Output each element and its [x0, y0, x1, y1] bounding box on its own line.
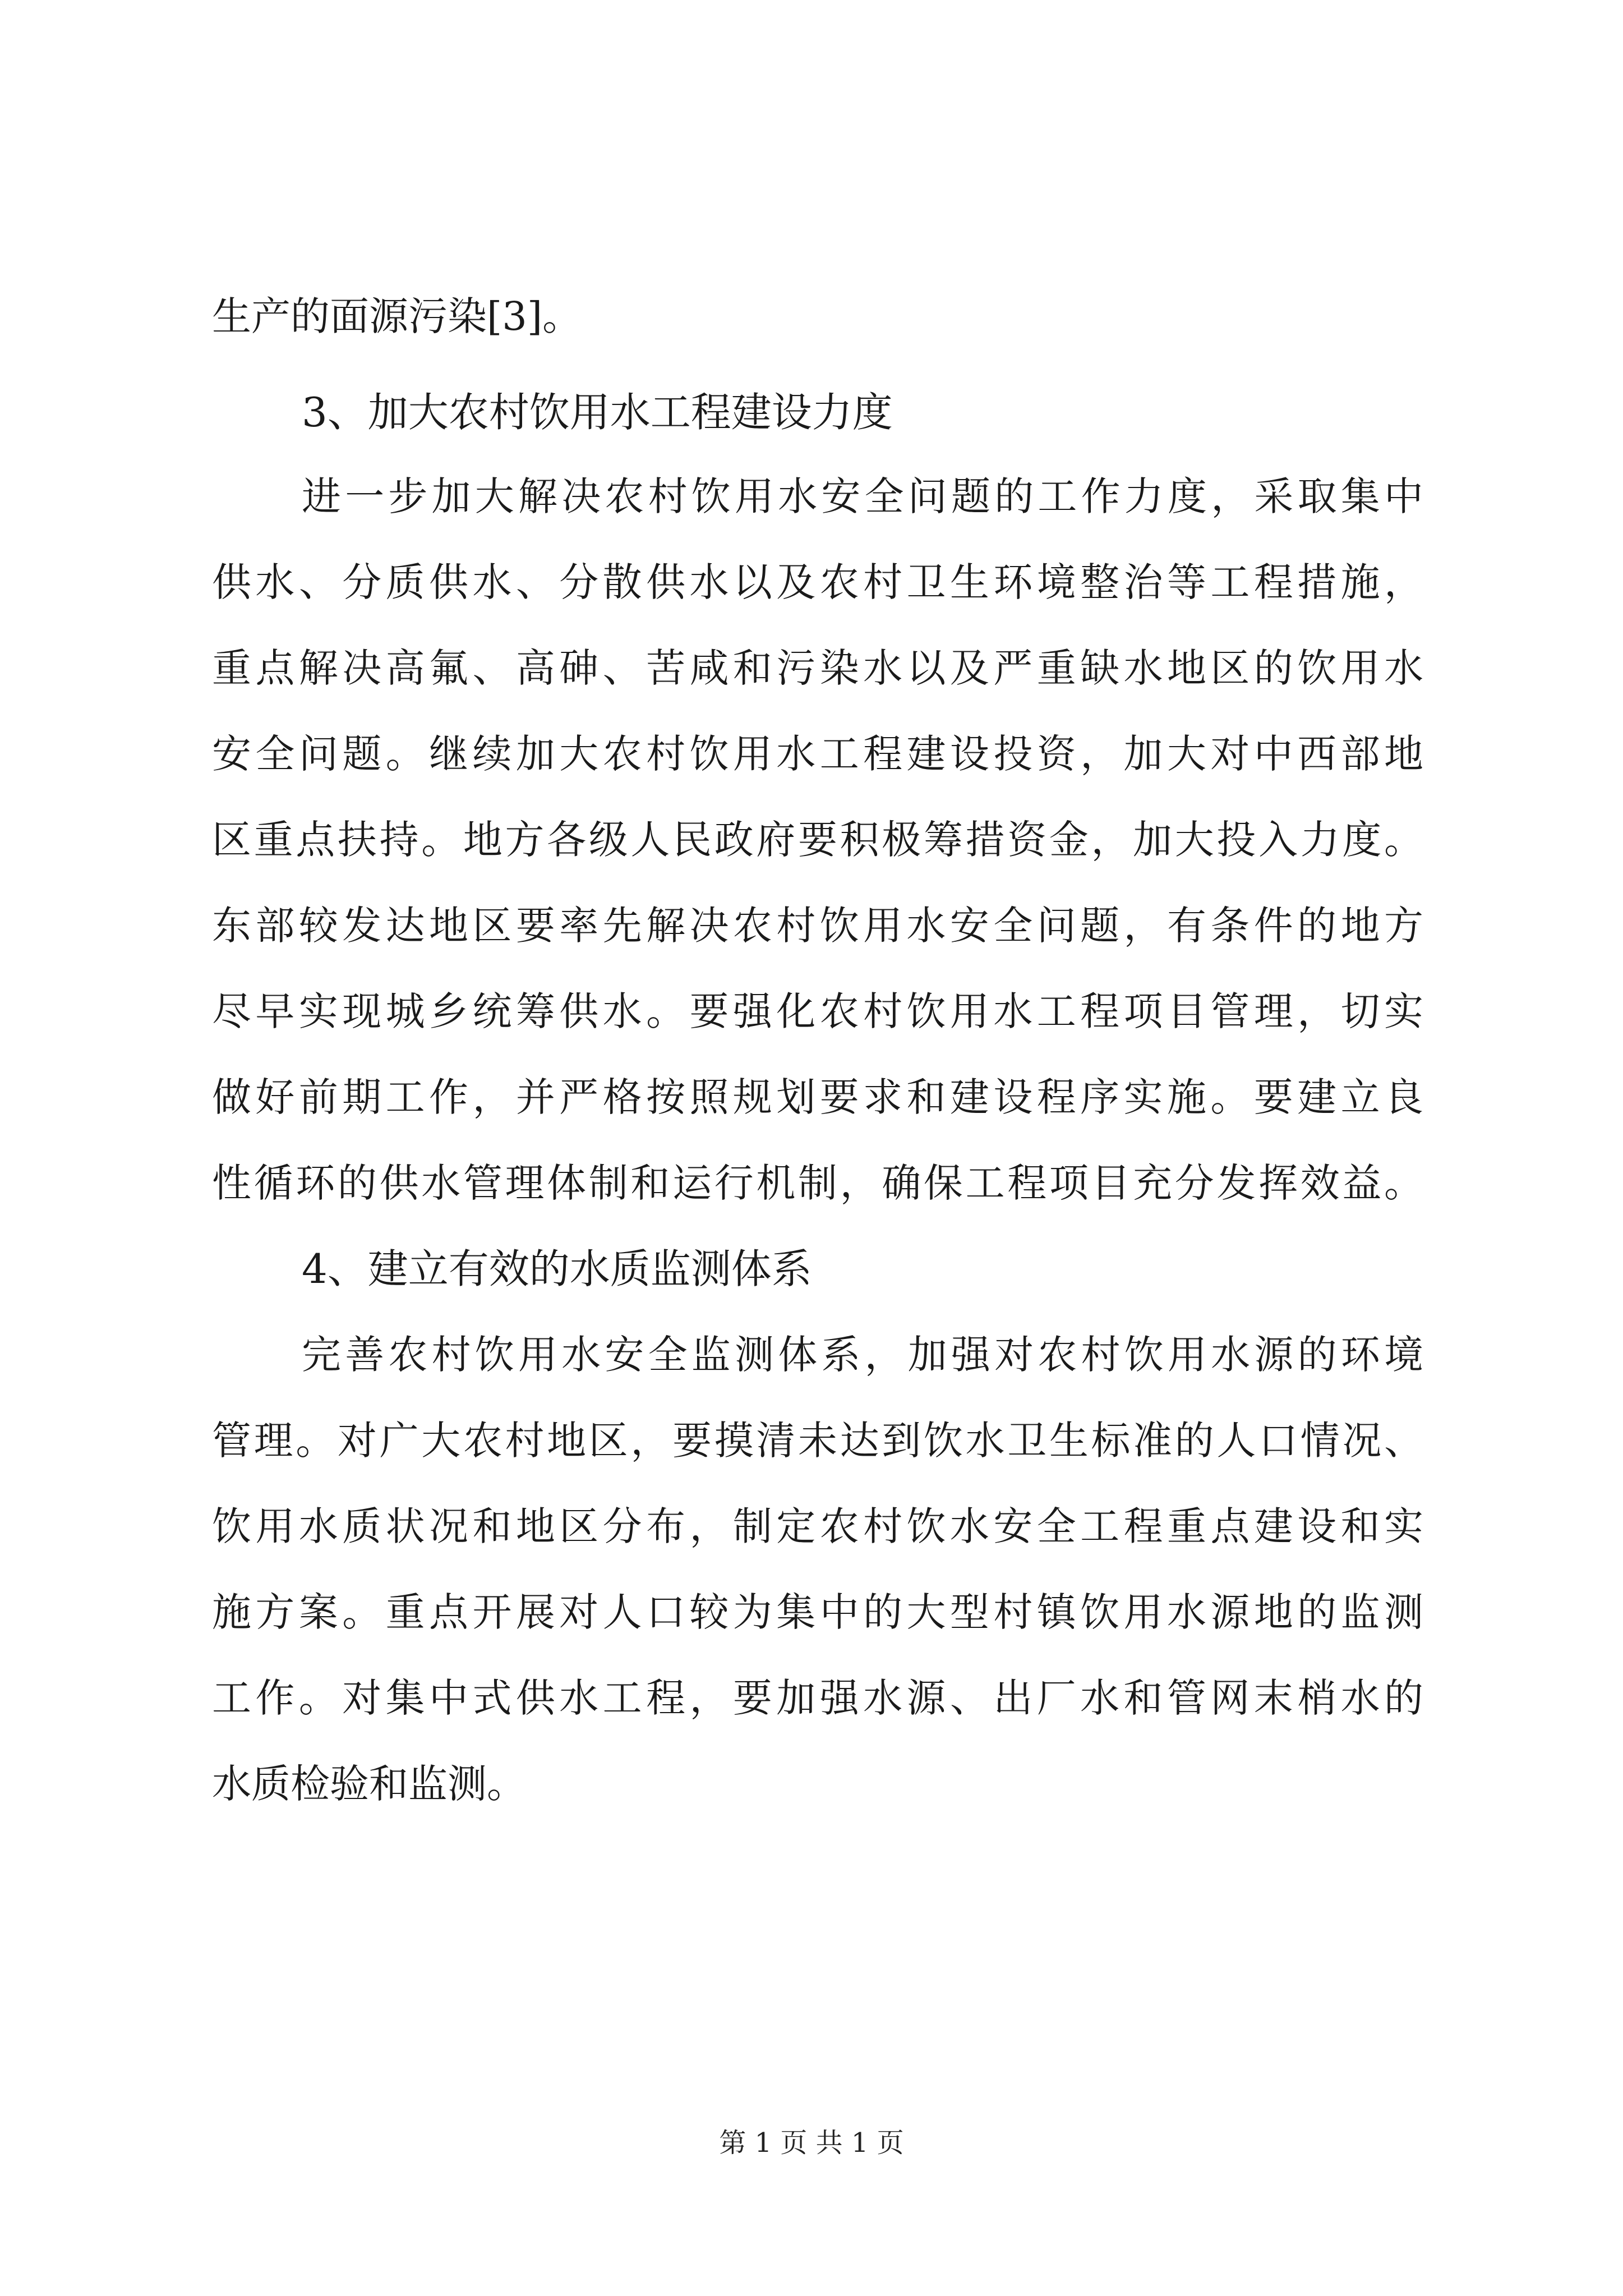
paragraph-line: 东部较发达地区要率先解决农村饮用水安全问题，有条件的地方: [212, 903, 1423, 949]
paragraph-line: 水质检验和监测。: [212, 1761, 526, 1807]
paragraph-line: 生产的面源污染[3]。: [212, 293, 582, 339]
paragraph-line: 工作。对集中式供水工程，要加强水源、出厂水和管网末梢水的: [212, 1675, 1423, 1721]
paragraph-line: 尽早实现城乡统筹供水。要强化农村饮用水工程项目管理，切实: [212, 988, 1423, 1034]
paragraph-line: 完善农村饮用水安全监测体系，加强对农村饮用水源的环境: [302, 1332, 1423, 1378]
paragraph-line: 进一步加大解决农村饮用水安全问题的工作力度，采取集中: [302, 473, 1423, 519]
paragraph-line: 管理。对广大农村地区，要摸清未达到饮水卫生标准的人口情况、: [212, 1418, 1423, 1464]
section-heading-3: 3、加大农村饮用水工程建设力度: [302, 389, 893, 436]
paragraph-line: 施方案。重点开展对人口较为集中的大型村镇饮用水源地的监测: [212, 1589, 1423, 1635]
page-footer: 第 1 页 共 1 页: [719, 2127, 904, 2159]
paragraph-line: 饮用水质状况和地区分布，制定农村饮水安全工程重点建设和实: [212, 1503, 1423, 1549]
paragraph-line: 供水、分质供水、分散供水以及农村卫生环境整治等工程措施，: [212, 559, 1423, 605]
paragraph-line: 做好前期工作，并严格按照规划要求和建设程序实施。要建立良: [212, 1074, 1423, 1120]
paragraph-line: 重点解决高氟、高砷、苦咸和污染水以及严重缺水地区的饮用水: [212, 645, 1423, 691]
section-heading-4: 4、建立有效的水质监测体系: [302, 1245, 812, 1292]
paragraph-line: 性循环的供水管理体制和运行机制，确保工程项目充分发挥效益。: [212, 1160, 1423, 1206]
paragraph-line: 安全问题。继续加大农村饮用水工程建设投资，加大对中西部地: [212, 731, 1423, 777]
paragraph-line: 区重点扶持。地方各级人民政府要积极筹措资金，加大投入力度。: [212, 817, 1423, 863]
